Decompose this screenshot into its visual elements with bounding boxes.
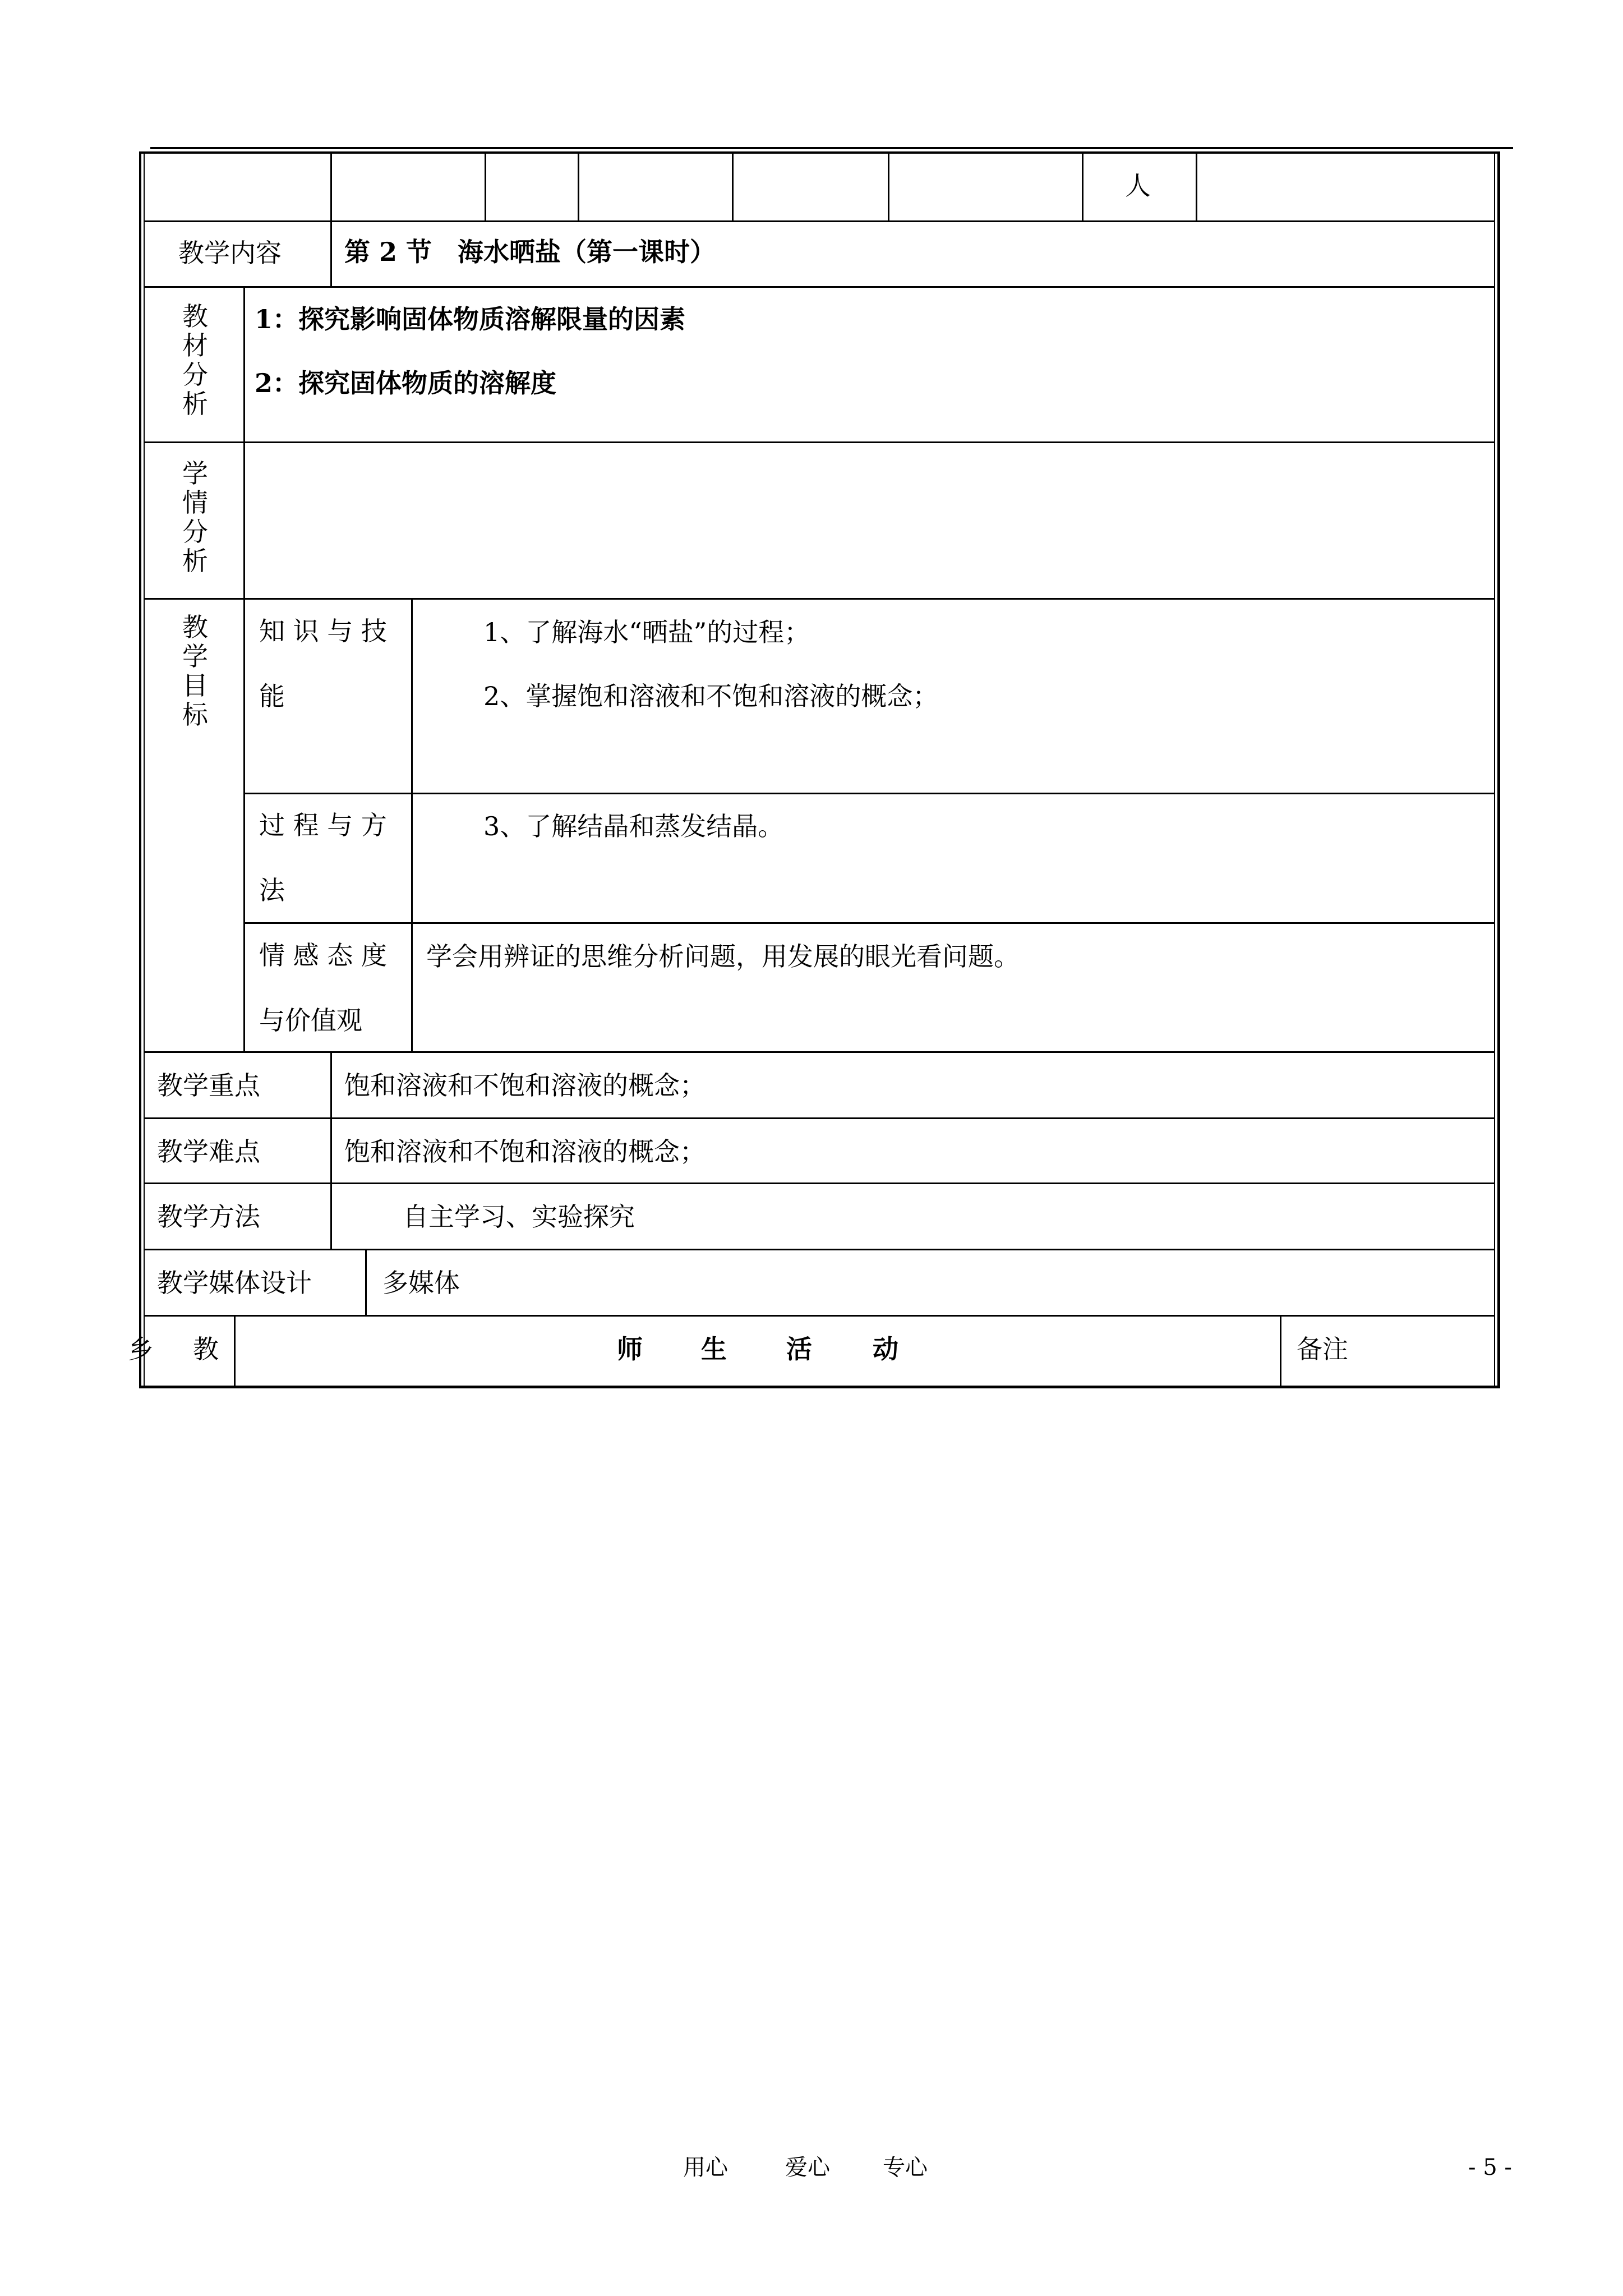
col-line-r7 (330, 1051, 332, 1250)
activity-left-label: 教 (193, 1334, 219, 1364)
content-value: 第 2 节 海水晒盐（第一课时） (344, 237, 716, 267)
objectives-label: 教 学 目 标 (182, 612, 208, 730)
row-line-4 (144, 598, 1495, 600)
activity-title-char-2: 生 (701, 1334, 727, 1364)
row-line-2 (144, 286, 1495, 288)
content-label: 教学内容 (178, 238, 282, 268)
knowledge-item-1: 1、了解海水“晒盐”的过程； (483, 617, 810, 647)
media-label: 教学媒体设计 (157, 1268, 312, 1298)
col-line-r11-1 (234, 1315, 236, 1387)
table-border-top (139, 151, 1500, 154)
method-label: 教学方法 (157, 1202, 260, 1232)
key-point-label: 教学重点 (157, 1070, 260, 1101)
emotion-label-line1: 情 感 态 度 (259, 940, 387, 970)
material-item-2: 2：探究固体物质的溶解度 (255, 368, 557, 398)
col-line-r1-2 (485, 151, 486, 222)
table-inner-right (1494, 151, 1495, 1386)
knowledge-item-2: 2、掌握饱和溶液和不饱和溶液的概念； (483, 681, 939, 711)
col-line-r1-6 (1082, 151, 1083, 222)
method-value: 自主学习、实验探究 (403, 1202, 635, 1232)
remark-label: 备注 (1297, 1334, 1348, 1364)
activity-left-partial: 乡 (128, 1334, 154, 1364)
material-analysis-label: 教 材 分 析 (182, 301, 208, 419)
table-border-left (139, 151, 141, 1388)
footer-motto-3: 专心 (883, 2155, 928, 2180)
col-line-r11-2 (1280, 1315, 1281, 1387)
col-line-r1-5 (888, 151, 889, 222)
key-point-value: 饱和溶液和不饱和溶液的概念； (344, 1070, 706, 1101)
emotion-text: 学会用辨证的思维分析问题，用发展的眼光看问题。 (426, 941, 1020, 972)
header-cell-person: 人 (1125, 171, 1151, 201)
row-line-8 (144, 1117, 1495, 1119)
row-line-5 (243, 793, 1495, 794)
activity-title-char-1: 师 (617, 1334, 643, 1364)
media-value: 多媒体 (382, 1268, 460, 1298)
col-line-r1-4 (732, 151, 734, 222)
col-line-r1-3 (578, 151, 579, 222)
process-label-line1: 过 程 与 方 (259, 810, 387, 840)
col-line-r1-1 (330, 151, 332, 222)
col-line-r1-7 (1196, 151, 1197, 222)
row-line-10 (144, 1249, 1495, 1250)
process-label-line2: 法 (259, 875, 285, 905)
process-item-1: 3、了解结晶和蒸发结晶。 (483, 811, 784, 841)
table-border-bottom (139, 1386, 1500, 1388)
footer-motto-2: 爱心 (785, 2155, 830, 2180)
difficulty-value: 饱和溶液和不饱和溶液的概念； (344, 1137, 706, 1167)
row-line-11 (144, 1315, 1495, 1317)
activity-title-char-3: 活 (786, 1334, 812, 1364)
row-line-1 (144, 220, 1495, 222)
row-line-3 (144, 441, 1495, 443)
top-rule (150, 147, 1513, 149)
material-item-1: 1：探究影响固体物质溶解限量的因素 (255, 304, 686, 334)
table-border-right (1497, 151, 1500, 1388)
page-number: - 5 - (1468, 2155, 1512, 2180)
footer-motto-1: 用心 (683, 2155, 728, 2180)
difficulty-label: 教学难点 (157, 1137, 260, 1167)
row-line-6 (243, 922, 1495, 924)
col-line-label (243, 286, 245, 1053)
row-line-9 (144, 1182, 1495, 1184)
knowledge-label-line2: 能 (259, 681, 285, 711)
student-analysis-label: 学 情 分 析 (182, 458, 208, 576)
col-line-r2 (330, 220, 332, 288)
emotion-label-line2: 与价值观 (259, 1005, 362, 1036)
col-line-sublabel (411, 598, 413, 1053)
activity-title-char-4: 动 (873, 1334, 898, 1364)
row-line-7 (144, 1051, 1495, 1053)
table-inner-left (144, 151, 145, 1386)
knowledge-label-line1: 知 识 与 技 (259, 616, 387, 646)
col-line-r10 (365, 1249, 367, 1317)
